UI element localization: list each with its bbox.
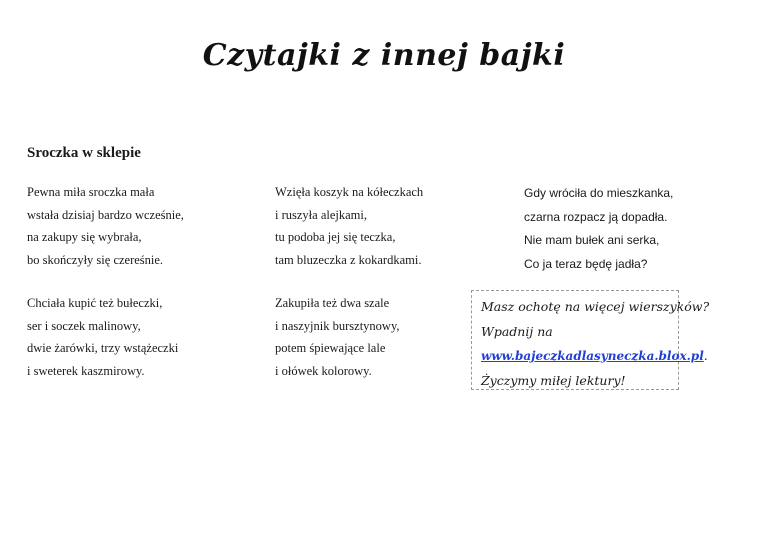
stanza-line: Chciała kupić też bułeczki, — [27, 296, 163, 310]
stanza-4 — [27, 292, 178, 382]
promo-link-line — [481, 344, 708, 369]
stanza-line: bo skończyły się czereśnie. — [27, 252, 164, 267]
stanza-line: Zakupiła też dwa szale — [275, 296, 390, 310]
page-header-title: Czytajki z innej bajki — [202, 38, 566, 73]
stanza-line: Nie mam bułek ani serka, — [524, 233, 660, 247]
stanza-line: czarna rozpacz ją dopadła. — [524, 209, 668, 224]
link-period: . — [703, 348, 708, 363]
stanza-line: Gdy wróciła do mieszkanka, — [524, 186, 674, 200]
stanza-line: Co ja teraz będę jadła? — [524, 256, 648, 271]
stanza-line: i naszyjnik bursztynowy, — [275, 318, 400, 333]
stanza-line: tam bluzeczka z kokardkami. — [275, 252, 422, 267]
stanza-5 — [275, 292, 400, 382]
stanza-2 — [275, 181, 423, 271]
stanza-1 — [27, 181, 184, 271]
poem-title: Sroczka w sklepie — [27, 145, 141, 161]
promo-question: Masz ochotę na więcej wierszyków? — [481, 299, 710, 314]
stanza-line: potem śpiewające lale — [275, 341, 386, 355]
blog-link[interactable]: www.bajeczkadlasyneczka.blox.pl — [481, 349, 704, 363]
stanza-line: Wzięła koszyk na kółeczkach — [275, 185, 424, 199]
stanza-line: ser i soczek malinowy, — [27, 318, 141, 333]
stanza-line: tu podoba jej się teczka, — [275, 230, 396, 244]
promo-wish: Życzymy miłej lektury! — [481, 372, 626, 388]
stanza-line: i sweterek kaszmirowy. — [27, 363, 145, 378]
stanza-3 — [524, 182, 673, 276]
stanza-line: dwie żarówki, trzy wstążeczki — [27, 341, 179, 355]
stanza-line: Pewna miła sroczka mała — [27, 185, 155, 199]
promo-invite: Wpadnij na — [481, 323, 553, 339]
promo-box — [471, 290, 710, 390]
stanza-line: i ruszyła alejkami, — [275, 207, 367, 222]
stanza-line: na zakupy się wybrała, — [27, 230, 142, 244]
stanza-line: i ołówek kolorowy. — [275, 363, 372, 378]
stanza-line: wstała dzisiaj bardzo wcześnie, — [27, 207, 184, 222]
